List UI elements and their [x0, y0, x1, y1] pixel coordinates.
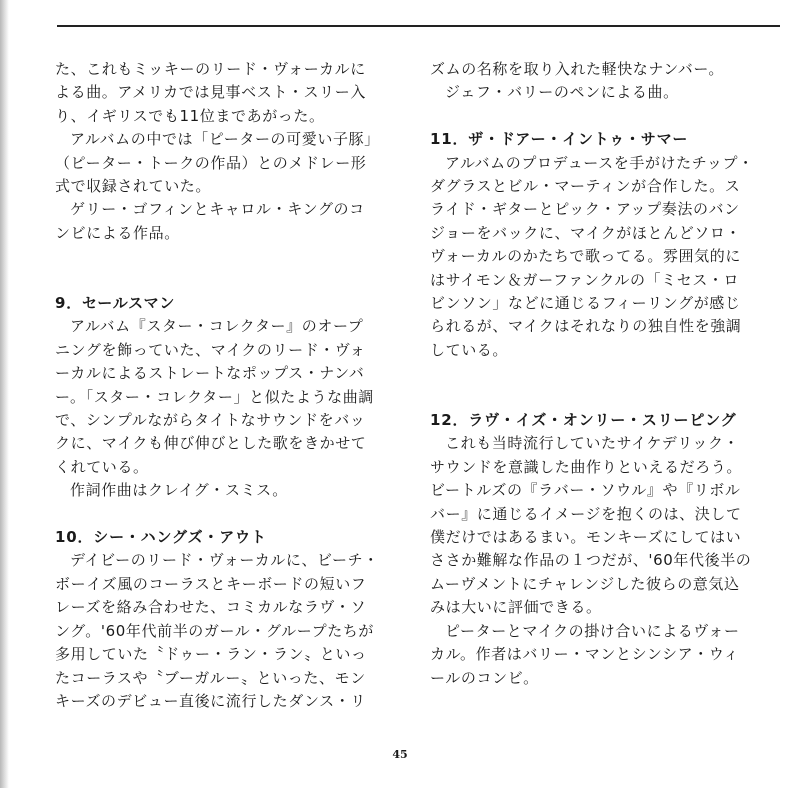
paragraph: アルバムのプロデュースを手がけたチップ・ ダグラスとビル・マーティンが合作した。ス ライド・ギターとピック・アップ奏法のバン ジョーをバックに、マイクがほとんどソロ・ ヴォーカルのかたちで歌ってる。雰囲気的に はサイモン＆ガーファンクルの「ミセス・ロ ビンソン」などに通じるフィーリングが感じ られるが、マイクはそれなりの独自性を強調 している。	[430, 153, 754, 359]
paragraph: 作詞作曲はクレイグ・スミス。	[70, 481, 288, 500]
section-gap	[55, 269, 407, 292]
paragraph: これも当時流行していたサイケデリック・ サウンドを意識した曲作りといえるだろう。 ビートルズの『ラバー・ソウル』や『リボル バー』に通じるイメージを抱くのは、決して 僕だけではあるまい。モンキーズにしてはい ささか難解な作品の１つだが、'60年代後半の ムーヴメントにチャレンジした彼らの意気込 みは大いに評価できる。	[430, 434, 752, 617]
paragraph: た、これもミッキーのリード・ヴォーカルに よる曲。アメリカでは見事ベスト・スリー入 り、イギリスでも11位まであがった。	[55, 60, 366, 125]
track-11-heading: 11．ザ・ドアー・イントゥ・サマー	[430, 130, 689, 149]
track-12-heading: 12．ラヴ・イズ・オンリー・スリーピング	[430, 411, 737, 430]
paragraph: デイビーのリード・ヴォーカルに、ビーチ・ ボーイズ風のコーラスとキーボードの短いフ レーズを絡み合わせた、コミカルなラヴ・ソ ング。'60年代前半のガール・グループたちが 多用していた〝ドゥー・ラン・ラン〟といっ たコーラスや〝ブーガルー〟といった、モン キーズのデビュー直後に流行したダンス・リ	[55, 551, 379, 710]
track-10-heading: 10．シー・ハングズ・アウト	[55, 528, 267, 547]
section-gap	[430, 105, 782, 128]
paragraph: ジェフ・バリーのペンによる曲。	[445, 83, 679, 102]
page-number: 45	[392, 748, 408, 761]
section-gap	[55, 503, 407, 526]
left-column	[55, 58, 407, 713]
paragraph: ゲリー・ゴフィンとキャロル・キングのコ ンビによる作品。	[55, 200, 365, 242]
page-spine-shadow	[0, 0, 9, 788]
right-column	[430, 58, 782, 690]
section-gap	[430, 386, 782, 409]
top-rule	[57, 25, 780, 27]
paragraph: ズムの名称を取り入れた軽快なナンバー。	[430, 60, 725, 78]
paragraph: アルバムの中では「ピーターの可愛い子豚」 （ピーター・トークの作品）とのメドレー形 式で収録されていた。	[55, 130, 380, 196]
paragraph: ピーターとマイクの掛け合いによるヴォー カル。作者はバリー・マンとシンシア・ウィ ールのコンビ。	[430, 621, 740, 687]
section-gap	[55, 245, 407, 268]
paragraph: アルバム『スター・コレクター』のオープ ニングを飾っていた、マイクのリード・ヴォ ーカルによるストレートなポップス・ナンバ ー。「スター・コレクター」と似たような曲調 で、シンプルながらタイトなサウンドをバッ クに、マイクも伸び伸びとした歌をきかせて くれている。	[55, 317, 374, 476]
section-gap	[430, 362, 782, 385]
track-9-heading: 9．セールスマン	[55, 294, 176, 313]
